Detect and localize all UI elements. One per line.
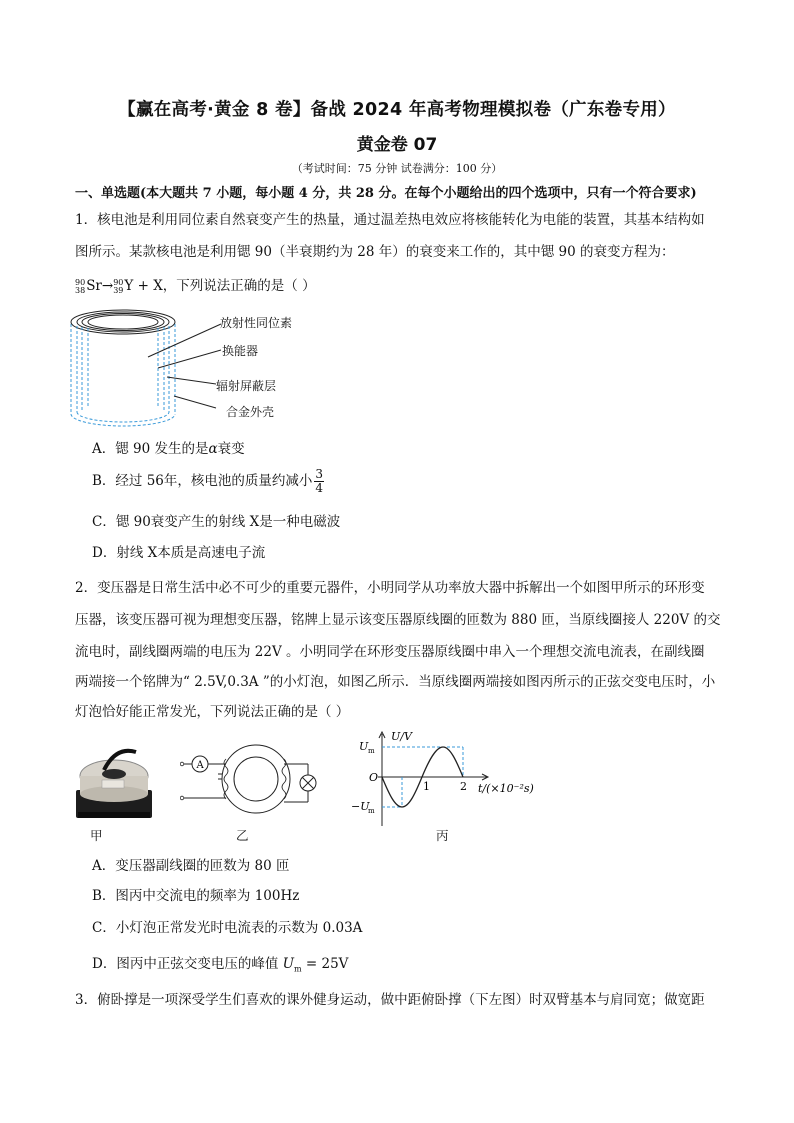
q2-line1: 2．变压器是日常生活中必不可少的重要元器件，小明同学从功率放大器中拆解出一个如图甲所示的环形变: [75, 580, 705, 596]
q1-equation-rest: Y + X，下列说法正确的是（ ）: [124, 278, 316, 294]
q1-equation: [75, 274, 316, 295]
graph-ylabel: U/V: [391, 730, 412, 743]
q2-line4: 两端接一个铭牌为“ 2.5V,0.3A ”的小灯泡，如图乙所示．当原线圈两端接如图丙所示的正弦交变电压时，小: [75, 674, 716, 690]
page-title: 【赢在高考·黄金 8 卷】备战 2024 年高考物理模拟卷（广东卷专用）: [118, 100, 676, 120]
sr-nucleon-numbers: 90 38: [75, 277, 86, 295]
label-isotope: 放射性同位素: [220, 316, 293, 330]
y-nucleon-numbers: 90 39: [113, 277, 124, 295]
graph-tick-1: 1: [423, 780, 430, 793]
graph-neg-um-sub: m: [368, 807, 375, 815]
toroidal-transformer-photo: [74, 742, 154, 822]
q1-option-a: A．锶 90 发生的是α衰变: [92, 441, 245, 457]
sr-symbol: Sr: [86, 278, 102, 294]
q1-option-b: B．经过 56年，核电池的质量约减小 $\frac{3}{4}$: [92, 467, 324, 495]
graph-origin: O: [369, 771, 379, 784]
graph-um: U: [359, 740, 369, 753]
section-heading: 一、单选题(本大题共 7 小题，每小题 4 分，共 28 分。在每个小题给出的四个选项中，只有一个符合要求): [75, 186, 697, 201]
ammeter-label: A: [196, 760, 204, 771]
q2-line5: 灯泡恰好能正常发光，下列说法正确的是（ ）: [75, 704, 350, 720]
q2-option-b: B．图丙中交流电的频率为 100Hz: [92, 888, 300, 904]
caption-bing: 丙: [436, 828, 449, 843]
q1-line1: 1．核电池是利用同位素自然衰变产生的热量，通过温差热电效应将核能转化为电能的装置，其基本结构如: [75, 212, 705, 228]
caption-jia: 甲: [90, 828, 103, 843]
sine-voltage-graph: [348, 728, 538, 828]
q3-line1: 3．俯卧撑是一项深受学生们喜欢的课外健身运动，做中距俯卧撑（下左图）时双臂基本与肩同宽；做宽距: [75, 992, 705, 1008]
page-subtitle: 黄金卷 07: [356, 135, 438, 155]
graph-tick-2: 2: [460, 780, 467, 793]
q2-option-d: D．图丙中正弦交变电压的峰值 $U_m = 25V$: [92, 956, 349, 974]
q2-option-c: C．小灯泡正常发光时电流表的示数为 0.03A: [92, 920, 363, 936]
q2-option-a: A．变压器副线圈的匝数为 80 匝: [92, 858, 290, 874]
caption-yi: 乙: [236, 828, 249, 843]
q2-line3: 流电时，副线圈两端的电压为 22V 。小明同学在环形变压器原线圈中串入一个理想交流电流表，在副线圈: [75, 644, 705, 660]
label-shield: 辐射屏蔽层: [216, 379, 277, 393]
label-converter: 换能器: [222, 344, 259, 358]
q1-option-c: C．锶 90衰变产生的射线 X是一种电磁波: [92, 514, 341, 530]
decay-arrow: →: [101, 278, 114, 294]
q1-line2: 图所示。某款核电池是利用锶 90（半衰期约为 28 年）的衰变来工作的，其中锶 90 的衰变方程为：: [75, 244, 675, 260]
graph-neg-um: −U: [351, 800, 370, 813]
fraction-3-4: $\frac{3}{4}$: [315, 467, 324, 495]
exam-info: （考试时间：75 分钟 试卷满分：100 分）: [291, 162, 503, 175]
graph-xlabel: t/(×10⁻²s): [478, 782, 534, 795]
q2-line2: 压器，该变压器可视为理想变压器，铭牌上显示该变压器原线圈的匝数为 880 匝，当原线圈接人 220V 的交: [75, 612, 721, 628]
graph-um-sub: m: [368, 747, 375, 755]
q1-option-d: D．射线 X本质是高速电子流: [92, 545, 266, 561]
label-shell: 合金外壳: [226, 405, 275, 419]
transformer-circuit-diagram: [180, 742, 330, 817]
